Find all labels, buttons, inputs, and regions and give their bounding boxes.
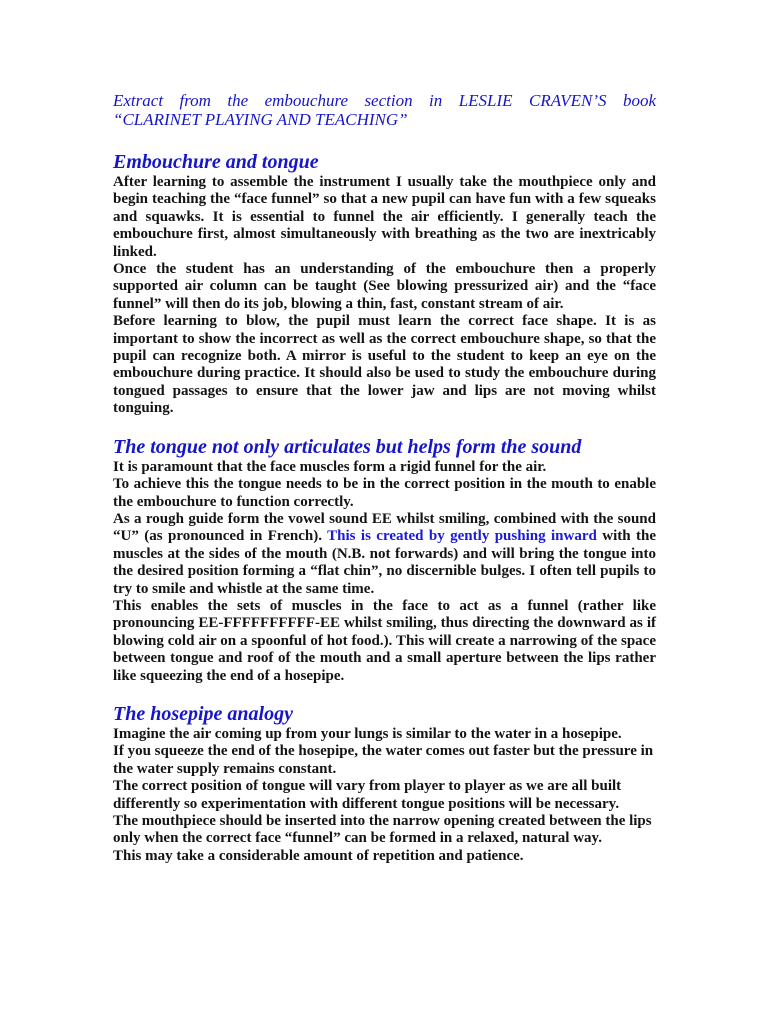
section-heading: The tongue not only articulates but helps form the sound — [113, 435, 582, 458]
paragraph-text: The mouthpiece should be inserted into the narrow opening created between the lips only when the correct face “funnel” can be formed in a relaxed, natural way. — [113, 813, 652, 847]
paragraph-text: As a rough guide form the vowel sound EE whilst smiling, combined with the sound “U” (as pronounced in French). — [113, 510, 656, 545]
paragraph — [113, 459, 656, 476]
paragraph — [113, 476, 656, 511]
paragraph — [113, 743, 656, 778]
paragraph — [113, 598, 656, 685]
extract-header — [113, 91, 656, 129]
section-heading: Embouchure and tongue — [113, 151, 319, 173]
paragraph-text: This enables the sets of muscles in the face to act as a funnel (rather like pronouncing EE-FFFFFFFFFF-EE whilst smiling, thus directing the downward as if blowing cold air on a spoonful of hot food.). This will create a narrowing of the space between tongue and roof of the mouth and a small aperture between the lips rather like squeezing the end of a hosepipe. — [113, 597, 656, 684]
paragraph-text: To achieve this the tongue needs to be in the correct position in the mouth to enable the embouchure to function correctly. — [113, 476, 656, 510]
paragraph-text: Imagine the air coming up from your lungs is similar to the water in a hosepipe. — [113, 725, 622, 742]
paragraph-text: Before learning to blow, the pupil must learn the correct face shape. It is as important to show the incorrect as well as the correct embouchure shape, so that the pupil can recognize both. A mirror is useful to the student to keep an eye on the embouchure during practice. It should also be used to study the embouchure during tongued passages to ensure that the lower jaw and lips are not moving whilst tonguing. — [113, 313, 656, 417]
paragraph-text: The correct position of tongue will vary from player to player as we are all built differently so experimentation with different tongue positions will be necessary. — [113, 778, 622, 812]
paragraph-text: After learning to assemble the instrument I usually take the mouthpiece only and begin teaching the “face funnel” so that a new pupil can have fun with a few squeaks and squawks. It is essential to funnel the air efficiently. I generally teach the embouchure first, almost simultaneously with breathing as the two are inextricably linked. — [113, 174, 656, 260]
book-title: “CLARINET PLAYING AND TEACHING” — [113, 110, 408, 129]
highlighted-text: This is created by gently pushing inward — [327, 528, 597, 545]
section-embouchure-and-tongue — [113, 150, 656, 418]
paragraph-text: with the muscles at the sides of the mouth (N.B. not forwards) and will bring the tongue into the desired position forming a “flat chin”, no discernible bulges. I often tell pupils to try to smile and whistle at the same time. — [113, 528, 656, 597]
paragraph-text: If you squeeze the end of the hosepipe, the water comes out faster but the pressure in the water supply remains constant. — [113, 743, 654, 777]
section-heading: The hosepipe analogy — [113, 702, 293, 725]
section-tongue-forms-sound — [113, 435, 656, 685]
section-hosepipe-analogy — [113, 702, 656, 865]
paragraph — [113, 848, 656, 865]
paragraph-text: It is paramount that the face muscles form a rigid funnel for the air. — [113, 458, 547, 475]
paragraph — [113, 261, 656, 313]
paragraph — [113, 511, 656, 598]
paragraph — [113, 726, 656, 743]
paragraph — [113, 778, 656, 813]
paragraph-text: Once the student has an understanding of the embouchure then a properly supported air column can be taught (See blowing pressurized air) and the “face funnel” will then do its job, blowing a thin, fast, constant stream of air. — [113, 261, 656, 312]
paragraph — [113, 813, 656, 848]
paragraph — [113, 313, 656, 417]
paragraph-text: This may take a considerable amount of repetition and patience. — [113, 847, 524, 864]
extract-header-line: Extract from the embouchure section in LESLIE CRAVEN’S book — [113, 91, 656, 110]
paragraph — [113, 174, 656, 261]
document-body — [113, 91, 656, 865]
